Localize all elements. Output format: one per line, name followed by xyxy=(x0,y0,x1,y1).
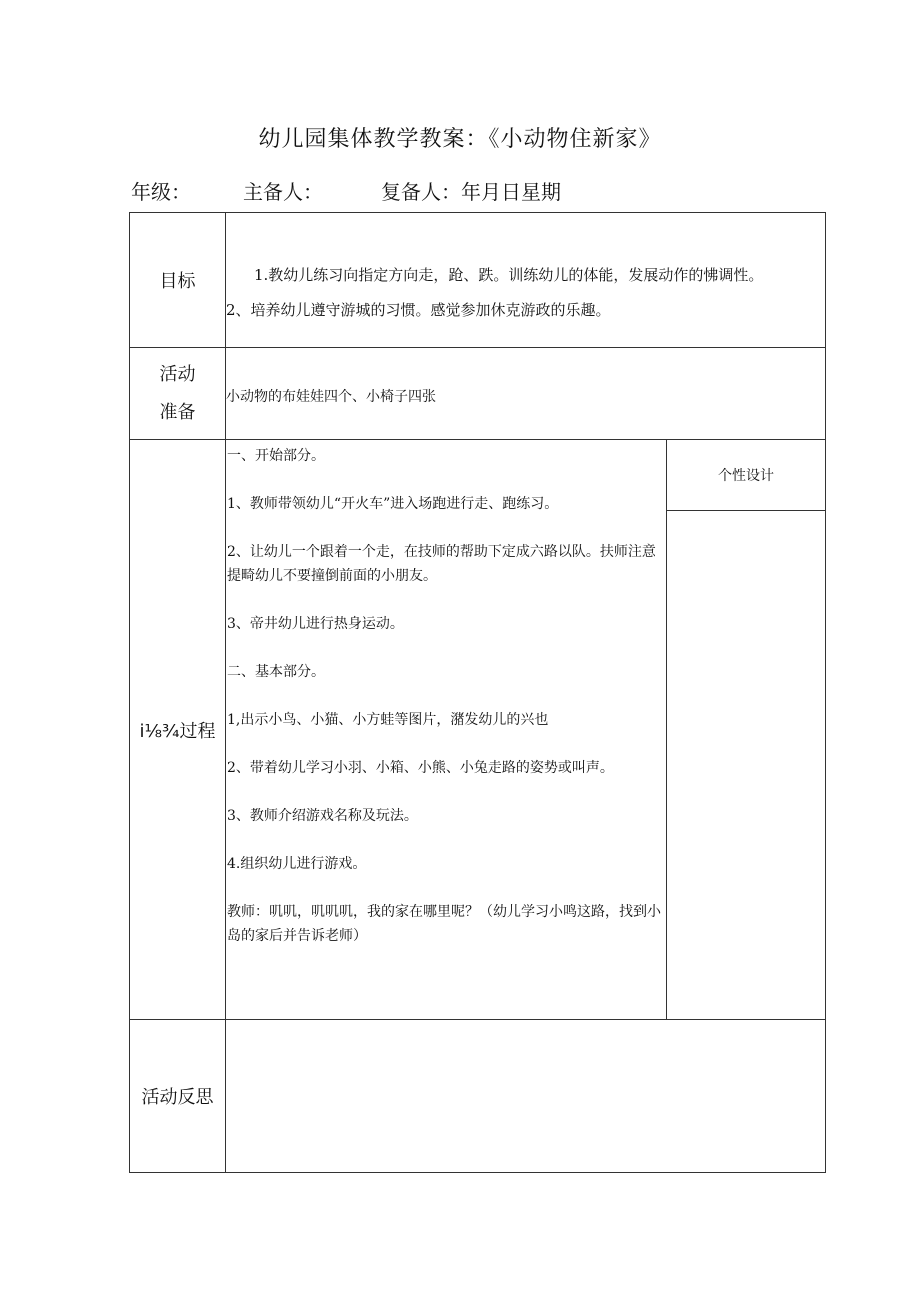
goal-content xyxy=(226,213,826,348)
process-line: 2、让幼儿一个跟着一个走，在技师的帮助下定成六路以队。扶师注意提畸幼儿不要撞倒前面的小朋友。 xyxy=(227,544,656,584)
process-row xyxy=(130,440,826,1020)
process-label: i⅛¾过程 xyxy=(130,440,226,1020)
goal-label: 目标 xyxy=(130,213,226,348)
personal-design-header: 个性设计 xyxy=(667,440,825,511)
process-line: 4.组织幼儿进行游戏。 xyxy=(227,856,367,872)
reflection-label: 活动反思 xyxy=(130,1020,226,1173)
goal-item-1: 1.教幼儿练习向指定方向走，跄、跌。训练幼儿的体能，发展动作的怫调性。 xyxy=(254,266,764,284)
process-line: 3、帝井幼儿进行热身运动。 xyxy=(227,616,404,632)
lesson-plan-table xyxy=(129,212,826,1173)
process-line: 教师：叽叽，叽叽叽，我的家在哪里呢？（幼儿学习小鸣这路，找到小岛的家后并告诉老师） xyxy=(227,904,661,944)
prep-content xyxy=(226,348,826,440)
page-title: 幼儿园集体教学教案：《小动物住新家》 xyxy=(258,127,662,152)
personal-design-notes xyxy=(667,511,825,1020)
personal-design-column xyxy=(667,440,826,1020)
prep-text: 小动物的布娃娃四个、小椅子四张 xyxy=(226,389,436,405)
lead-preparer-label: 主备人： xyxy=(243,180,323,204)
prep-label xyxy=(130,348,226,440)
goal-row xyxy=(130,213,826,348)
process-content xyxy=(226,440,667,1020)
process-line: 1,出示小鸟、小猫、小方蛙等图片，潴发幼儿的兴也 xyxy=(227,712,549,728)
prep-label-line1: 活动 xyxy=(159,363,196,385)
process-line: 2、带着幼儿学习小羽、小箱、小熊、小兔走路的姿势或叫声。 xyxy=(227,760,614,776)
reflection-content xyxy=(226,1020,826,1173)
reflection-row xyxy=(130,1020,826,1173)
process-line: 1、教师带领幼儿“开火车”进入场跑进行走、跑练习。 xyxy=(227,496,559,512)
prep-row xyxy=(130,348,826,440)
goal-item-2: 2、培养幼儿遵守游城的习惯。感觉参加休克游政的乐趣。 xyxy=(226,301,611,319)
process-line: 二、基本部分。 xyxy=(227,664,325,680)
meta-row xyxy=(131,176,831,206)
grade-label: 年级： xyxy=(131,180,191,204)
personal-design-table xyxy=(667,440,825,1019)
process-line: 3、教师介绍游戏名称及玩法。 xyxy=(227,808,418,824)
prep-label-line2: 准备 xyxy=(159,401,196,423)
process-line: 一、开始部分。 xyxy=(227,448,325,464)
co-preparer-label: 复备人：年月日星期 xyxy=(381,180,561,204)
